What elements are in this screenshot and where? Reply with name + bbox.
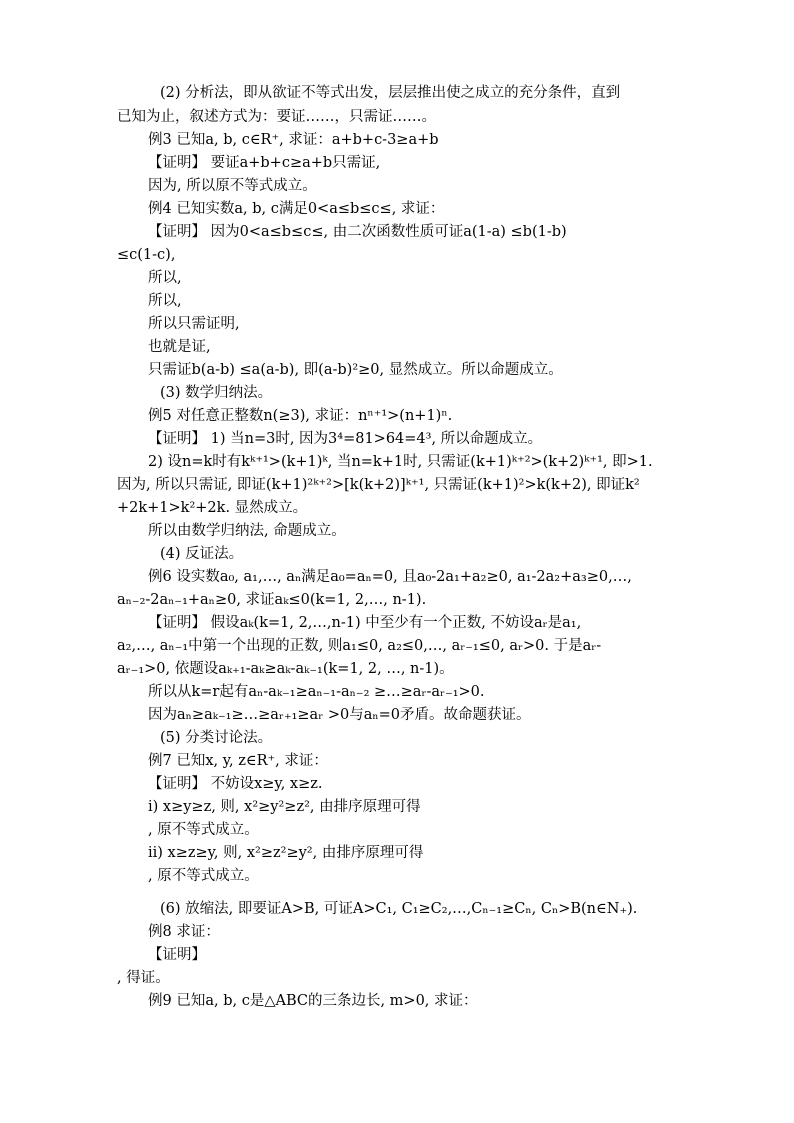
text-line: 只需证b(a-b) ≤a(a-b), 即(a-b)²≥0, 显然成立。所以命题成立。 [148, 362, 563, 378]
text-line: 所以由数学归纳法, 命题成立。 [148, 523, 346, 539]
text-line: 例3 已知a, b, c∈R⁺, 求证：a+b+c-3≥a+b [148, 132, 439, 148]
text-line: (2) 分析法，即从欲证不等式出发，层层推出使之成立的充分条件，直到 [160, 85, 621, 101]
text-line: 2) 设n=k时有kᵏ⁺¹>(k+1)ᵏ, 当n=k+1时, 只需证(k+1)ᵏ⁺²>(k+2)ᵏ⁺¹, 即>1. [148, 454, 653, 470]
text-line: 例9 已知a, b, c是△ABC的三条边长, m>0, 求证： [148, 993, 478, 1009]
text-line: (5) 分类讨论法。 [160, 730, 273, 746]
text-line: ≤c(1-c), [117, 247, 176, 263]
text-line: 例7 已知x, y, z∈R⁺, 求证： [148, 753, 328, 769]
text-line: 【证明】 [148, 947, 206, 963]
text-line: (4) 反证法。 [160, 546, 244, 562]
text-line: 【证明】 不妨设x≥y, x≥z. [148, 776, 323, 792]
text-line: 所以从k=r起有aₙ-aₖ₋₁≥aₙ₋₁-aₙ₋₂ ≥…≥aᵣ-aᵣ₋₁>0. [148, 684, 485, 700]
text-line: 因为, 所以只需证, 即证(k+1)²ᵏ⁺²>[k(k+2)]ᵏ⁺¹, 只需证(k+1)²>k(k+2), 即证k² [117, 477, 640, 493]
text-line: 因为aₙ≥aₖ₋₁≥…≥aᵣ₊₁≥aᵣ >0与aₙ=0矛盾。故命题获证。 [148, 707, 531, 723]
text-line: 因为, 所以原不等式成立。 [148, 178, 317, 194]
text-line: 所以, [148, 293, 182, 309]
text-line: 所以, [148, 270, 182, 286]
text-line: 【证明】 因为0<a≤b≤c≤, 由二次函数性质可证a(1-a) ≤b(1-b) [148, 224, 567, 240]
text-line: 例8 求证： [148, 924, 220, 940]
text-line: ⅰ) x≥y≥z, 则, x²≥y²≥z², 由排序原理可得 [148, 799, 421, 815]
text-line: aₙ₋₂-2aₙ₋₁+aₙ≥0, 求证aₖ≤0(k=1, 2,…, n-1). [117, 592, 427, 608]
text-line: (3) 数学归纳法。 [160, 385, 273, 401]
text-line: , 原不等式成立。 [148, 822, 259, 838]
text-line: 例6 设实数a₀, a₁,…, aₙ满足a₀=aₙ=0, 且a₀-2a₁+a₂≥0, a₁-2a₂+a₃≥0,…, [148, 569, 632, 585]
text-line: , 得证。 [117, 970, 170, 986]
text-line: 例5 对任意正整数n(≥3), 求证：nⁿ⁺¹>(n+1)ⁿ. [148, 408, 453, 424]
text-line: (6) 放缩法, 即要证A>B, 可证A>C₁, C₁≥C₂,…,Cₙ₋₁≥Cₙ, Cₙ>B(n∈N₊). [160, 901, 638, 917]
text-line: +2k+1>k²+2k. 显然成立。 [117, 500, 308, 516]
text-line: 【证明】 假设aₖ(k=1, 2,…,n-1) 中至少有一个正数, 不妨设aᵣ是a₁, [148, 615, 582, 631]
text-line: , 原不等式成立。 [148, 868, 259, 884]
text-line: 也就是证, [148, 339, 211, 355]
text-line: aᵣ₋₁>0, 依题设aₖ₊₁-aₖ≥aₖ-aₖ₋₁(k=1, 2, …, n-1)。 [117, 661, 454, 677]
text-line: 例4 已知实数a, b, c满足0<a≤b≤c≤, 求证： [148, 201, 445, 217]
text-line: 【证明】 要证a+b+c≥a+b只需证, [148, 155, 381, 171]
text-line: 已知为止，叙述方式为：要证……，只需证……。 [117, 109, 436, 125]
text-line: ⅱ) x≥z≥y, 则, x²≥z²≥y², 由排序原理可得 [148, 845, 424, 861]
text-line: 所以只需证明, [148, 316, 240, 332]
text-line: a₂,…, aₙ₋₁中第一个出现的正数, 则a₁≤0, a₂≤0,…, aᵣ₋₁≤0, aᵣ>0. 于是aᵣ- [117, 638, 602, 654]
text-line: 【证明】 1) 当n=3时, 因为3⁴=81>64=4³, 所以命题成立。 [148, 431, 543, 447]
